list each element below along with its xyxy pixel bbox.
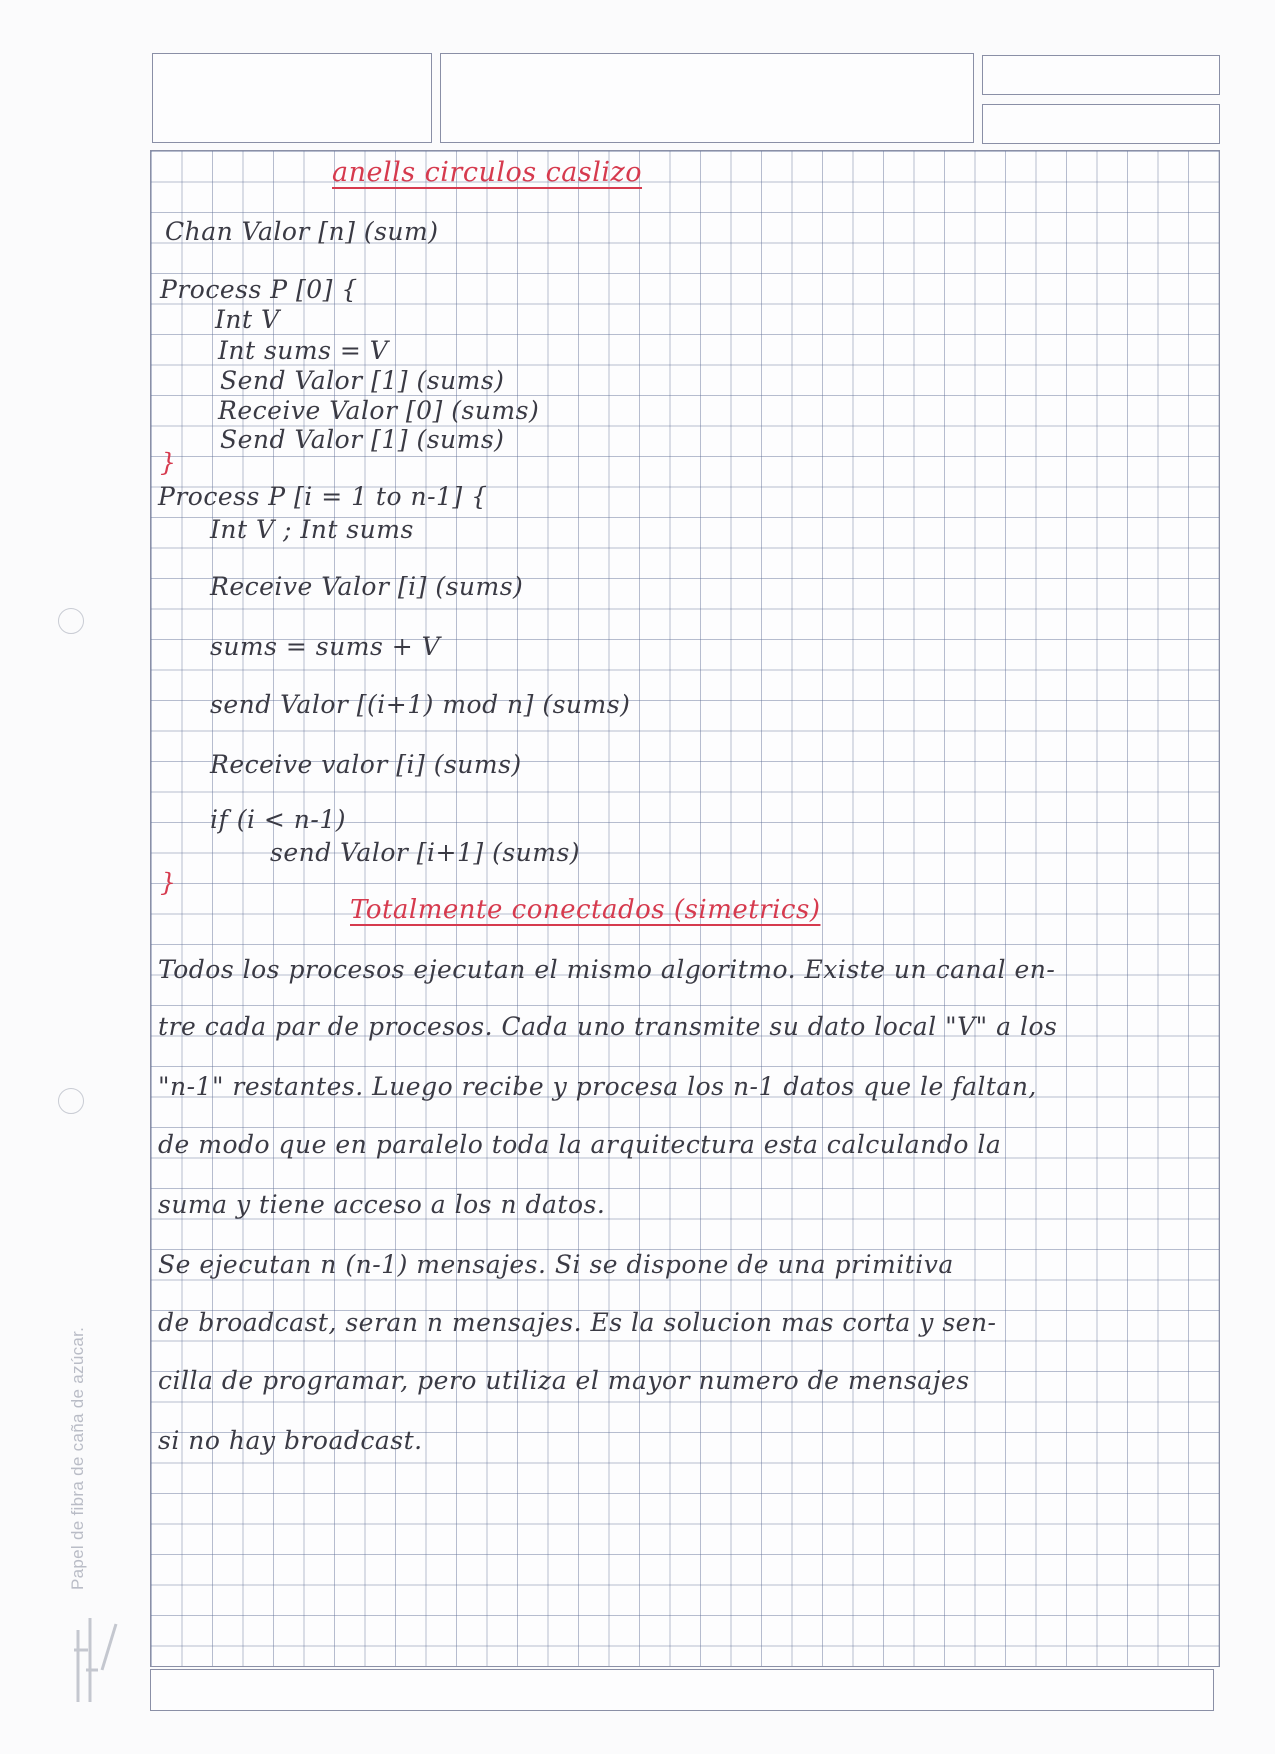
code-line: sums = sums + V bbox=[210, 632, 441, 661]
code-p0-header: Process P [0] { bbox=[160, 275, 358, 304]
code-line: if (i < n-1) bbox=[210, 805, 346, 834]
code-line: Int sums = V bbox=[218, 336, 389, 365]
header-box-left bbox=[152, 53, 432, 143]
code-line: Send Valor [1] (sums) bbox=[220, 425, 505, 454]
code-line: Receive Valor [0] (sums) bbox=[218, 396, 540, 425]
code-line: Send Valor [1] (sums) bbox=[220, 366, 505, 395]
code-chan-line: Chan Valor [n] (sum) bbox=[165, 217, 439, 246]
code-line: send Valor [(i+1) mod n] (sums) bbox=[210, 690, 631, 719]
punch-hole-mark bbox=[58, 608, 84, 634]
header-box-center bbox=[440, 53, 974, 143]
code-line: Receive valor [i] (sums) bbox=[210, 750, 522, 779]
footer-box bbox=[150, 1669, 1214, 1711]
punch-hole-mark bbox=[58, 1088, 84, 1114]
paragraph-line: de broadcast, seran n mensajes. Es la solucion mas corta y sen- bbox=[158, 1308, 997, 1337]
code-line: Receive Valor [i] (sums) bbox=[210, 572, 524, 601]
code-p0-close: } bbox=[160, 448, 177, 477]
header-box-right-bottom bbox=[982, 104, 1220, 144]
code-pi-close: } bbox=[160, 868, 177, 897]
code-line: send Valor [i+1] (sums) bbox=[270, 838, 581, 867]
code-line: Int V bbox=[215, 305, 280, 334]
paragraph-line: de modo que en paralelo toda la arquitectura esta calculando la bbox=[158, 1130, 1002, 1159]
paper-brand-logo bbox=[70, 1610, 126, 1706]
code-line: Int V ; Int sums bbox=[210, 515, 414, 544]
header-box-right-top bbox=[982, 55, 1220, 95]
code-pi-header: Process P [i = 1 to n-1] { bbox=[158, 482, 488, 511]
paragraph-line: si no hay broadcast. bbox=[158, 1426, 423, 1455]
paragraph-line: suma y tiene acceso a los n datos. bbox=[158, 1190, 606, 1219]
paragraph-line: "n-1" restantes. Luego recibe y procesa los n-1 datos que le faltan, bbox=[158, 1072, 1037, 1101]
page-title: anells circulos caslizo bbox=[332, 157, 643, 188]
paragraph-line: Se ejecutan n (n-1) mensajes. Si se dispone de una primitiva bbox=[158, 1250, 954, 1279]
paper-side-text: Papel de fibra de caña de azúcar. bbox=[68, 1326, 87, 1590]
paragraph-line: cilla de programar, pero utiliza el mayor numero de mensajes bbox=[158, 1366, 970, 1395]
paragraph-line: Todos los procesos ejecutan el mismo algoritmo. Existe un canal en- bbox=[158, 955, 1056, 984]
section-title: Totalmente conectados (simetrics) bbox=[350, 895, 821, 925]
paragraph-line: tre cada par de procesos. Cada uno transmite su dato local "V" a los bbox=[158, 1012, 1058, 1041]
